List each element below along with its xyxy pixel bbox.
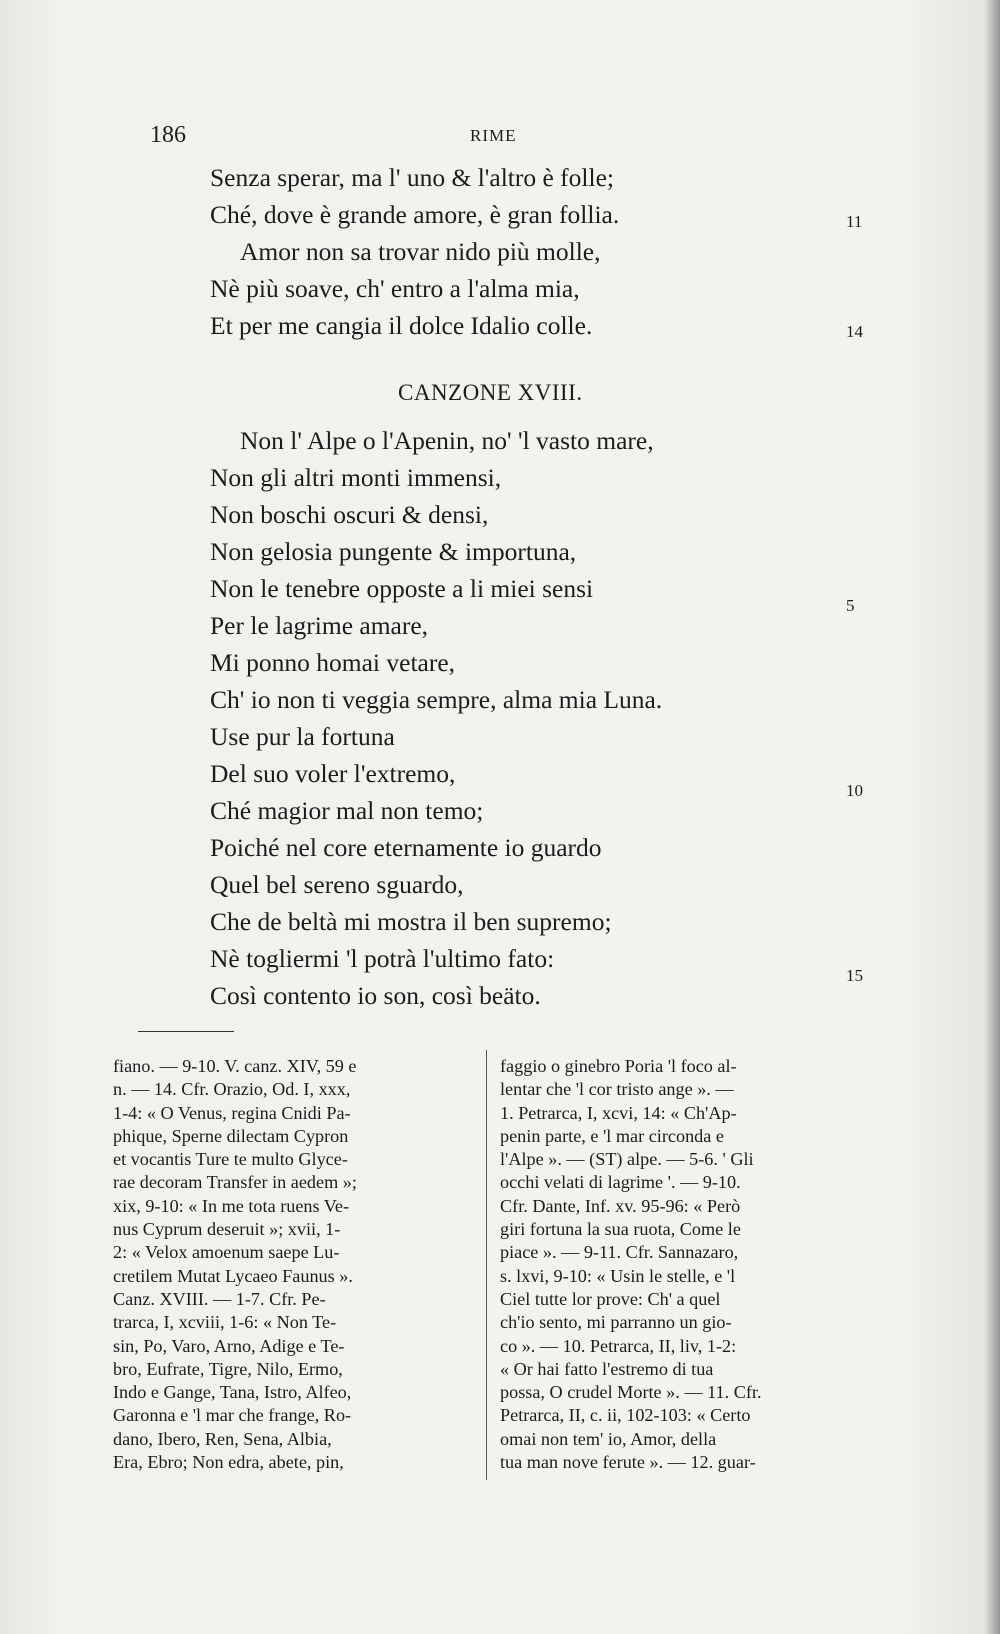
canzone-line: Quel bel sereno sguardo, — [210, 870, 464, 899]
footnote-line: penin parte, e 'l mar circonda e — [500, 1125, 724, 1146]
poem-line: Ché, dove è grande amore, è gran follia. — [210, 200, 620, 229]
canzone-line: Non gli altri monti immensi, — [210, 463, 502, 492]
footnote-line: et vocantis Ture te multo Glyce- — [113, 1149, 348, 1170]
poem-line: Et per me cangia il dolce Idalio colle. — [210, 311, 593, 340]
footnote-line: ch'io sento, mi parranno un gio- — [500, 1312, 732, 1333]
canzone-line: Che de beltà mi mostra il ben supremo; — [210, 907, 612, 936]
footnote-line: xix, 9-10: « In me tota ruens Ve- — [113, 1195, 350, 1216]
canzone-line: Use pur la fortuna — [210, 722, 395, 751]
canzone-line: Nè togliermi 'l potrà l'ultimo fato: — [210, 944, 555, 973]
footnote-line: occhi velati di lagrime '. — 9-10. — [500, 1172, 741, 1193]
canzone-line: Ch' io non ti veggia sempre, alma mia Luna. — [210, 685, 663, 714]
canzone-line: Non l' Alpe o l'Apenin, no' 'l vasto mare, — [240, 426, 654, 455]
line-number: 14 — [846, 322, 863, 341]
canzone-line: Poiché nel core eternamente io guardo — [210, 833, 602, 862]
line-number: 5 — [846, 596, 855, 615]
footnote-line: Garonna e 'l mar che frange, Ro- — [113, 1405, 352, 1426]
footnote-line: possa, O crudel Morte ». — 11. Cfr. — [500, 1382, 762, 1403]
line-number: 10 — [846, 781, 863, 800]
footnote-line: trarca, I, xcviii, 1-6: « Non Te- — [113, 1312, 337, 1333]
canzone-title: CANZONE XVIII. — [398, 380, 583, 405]
footnotes-left — [113, 1055, 481, 1474]
canzone-line: Non gelosia pungente & importuna, — [210, 537, 577, 566]
footnote-line: Ciel tutte lor prove: Ch' a quel — [500, 1288, 721, 1309]
canzone-line: Non boschi oscuri & densi, — [210, 500, 489, 529]
canzone-line: Del suo voler l'extremo, — [210, 759, 456, 788]
canzone-line: Per le lagrime amare, — [210, 611, 429, 640]
running-head — [0, 122, 1000, 152]
footnote-line: Canz. XVIII. — 1-7. Cfr. Pe- — [113, 1288, 326, 1309]
page-binding-edge — [984, 0, 1000, 1634]
footnote-column-divider — [486, 1050, 487, 1480]
footnote-line: fiano. — 9-10. V. canz. XIV, 59 e — [113, 1056, 357, 1076]
page-number: 186 — [150, 122, 186, 148]
line-number: 11 — [846, 212, 863, 231]
line-number: 15 — [846, 966, 863, 985]
poem-line: Amor non sa trovar nido più molle, — [240, 237, 601, 266]
footnote-line: 1-4: « O Venus, regina Cnidi Pa- — [113, 1102, 351, 1123]
footnote-line: l'Alpe ». — (ST) alpe. — 5-6. ' Gli — [500, 1149, 754, 1170]
footnote-line: Petrarca, II, c. ii, 102-103: « Certo — [500, 1405, 751, 1426]
footnote-line: piace ». — 9-11. Cfr. Sannazaro, — [500, 1242, 739, 1263]
canzone-line: Ché magior mal non temo; — [210, 796, 484, 825]
footnotes-right — [500, 1055, 868, 1474]
footnote-line: « Or hai fatto l'estremo di tua — [500, 1358, 714, 1379]
footnote-line: n. — 14. Cfr. Orazio, Od. I, xxx, — [113, 1079, 351, 1100]
canzone-line: Non le tenebre opposte a li miei sensi — [210, 574, 594, 603]
poem-line: Nè più soave, ch' entro a l'alma mia, — [210, 274, 580, 303]
footnote-line: phique, Sperne dilectam Cypron — [113, 1125, 349, 1146]
footnote-line: Cfr. Dante, Inf. xv. 95-96: « Però — [500, 1195, 741, 1216]
footnote-line: 1. Petrarca, I, xcvi, 14: « Ch'Ap- — [500, 1102, 737, 1123]
footnote-line: Era, Ebro; Non edra, abete, pin, — [113, 1452, 344, 1473]
footnote-line: lentar che 'l cor tristo ange ». — — [500, 1079, 734, 1100]
footnote-line: rae decoram Transfer in aedem »; — [113, 1172, 357, 1193]
canzone-line: Mi ponno homai vetare, — [210, 648, 456, 677]
footnote-line: bro, Eufrate, Tigre, Nilo, Ermo, — [113, 1358, 343, 1379]
poem-line: Senza sperar, ma l' uno & l'altro è folle; — [210, 163, 614, 192]
canzone-line: Così contento io son, così beäto. — [210, 981, 541, 1010]
footnote-line: co ». — 10. Petrarca, II, liv, 1-2: — [500, 1335, 737, 1356]
footnote-line: Indo e Gange, Tana, Istro, Alfeo, — [113, 1382, 352, 1403]
footnote-line: omai non tem' io, Amor, della — [500, 1428, 717, 1449]
running-title: RIME — [470, 126, 517, 145]
footnote-line: cretilem Mutat Lycaeo Faunus ». — [113, 1265, 353, 1286]
footnote-line: dano, Ibero, Ren, Sena, Albia, — [113, 1428, 332, 1449]
footnote-line: giri fortuna la sua ruota, Come le — [500, 1219, 741, 1240]
footnote-line: 2: « Velox amoenum saepe Lu- — [113, 1242, 340, 1263]
footnote-line: sin, Po, Varo, Arno, Adige e Te- — [113, 1335, 345, 1356]
footnote-line: nus Cyprum deseruit »; xvii, 1- — [113, 1219, 341, 1240]
footnote-line: tua man nove ferute ». — 12. guar- — [500, 1452, 756, 1473]
footnote-line: faggio o ginebro Poria 'l foco al- — [500, 1056, 737, 1076]
footnote-rule — [138, 1031, 234, 1032]
footnote-line: s. lxvi, 9-10: « Usin le stelle, e 'l — [500, 1265, 736, 1286]
